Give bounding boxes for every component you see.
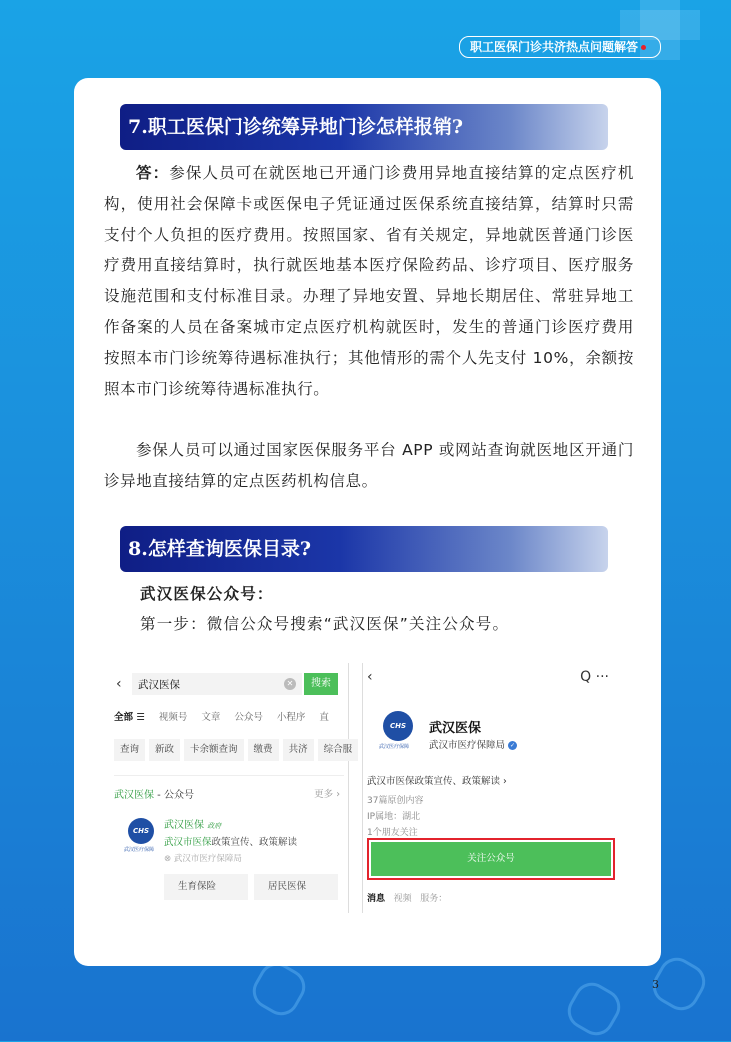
section-header-badge	[459, 36, 661, 58]
tab-service[interactable]: 服务：	[420, 894, 448, 904]
search-input-value: 武汉医保	[138, 678, 180, 691]
red-dot-icon	[641, 45, 646, 50]
account-org	[429, 737, 517, 751]
suggestion-chip[interactable]: 查询	[114, 739, 145, 761]
profile-tabs	[367, 891, 447, 904]
account-org: ⊗ 武汉市医疗保障局	[164, 854, 242, 864]
account-desc-rest: 政策宣传、政策解读	[211, 837, 298, 848]
background-hexagon-decoration	[561, 976, 627, 1042]
search-bar	[116, 673, 338, 695]
tab-articles[interactable]: 文章	[201, 712, 221, 723]
account-org-text: 武汉市医疗保障局	[429, 740, 506, 751]
friends-following: 1个朋友关注	[367, 828, 418, 838]
ip-location: IP属地：湖北	[367, 812, 421, 822]
search-type-tabs	[114, 709, 329, 723]
official-account-result	[114, 775, 344, 916]
suggestion-chips	[114, 739, 358, 761]
verified-icon: ✓	[510, 742, 516, 749]
logo-caption: 武汉医疗保障	[124, 847, 155, 853]
question-8-subhead: 武汉医保公众号：	[140, 585, 274, 603]
account-name: 武汉医保	[429, 721, 482, 736]
result-heading	[114, 786, 194, 801]
question-8-title: 8.怎样查询医保目录?	[120, 526, 608, 572]
wechat-account-profile-screenshot	[362, 663, 621, 913]
chs-logo-icon: CHS	[128, 818, 154, 844]
question-7-title: 7.职工医保门诊统筹异地门诊怎样报销?	[120, 104, 608, 150]
tab-mini-programs[interactable]: 小程序	[276, 712, 306, 723]
chs-logo-icon: CHS	[383, 711, 413, 741]
account-desc-highlight: 武汉市医保	[164, 837, 212, 848]
tab-all[interactable]: 全部 ☰	[114, 712, 145, 723]
background-hexagon-decoration	[246, 956, 312, 1022]
follow-highlight-box	[367, 838, 615, 880]
search-and-more-icons[interactable]: Q ···	[580, 669, 609, 685]
suggestion-chip[interactable]: 卡余额查询	[184, 739, 244, 761]
clear-icon[interactable]: ✕	[284, 678, 296, 690]
search-button[interactable]: 搜索	[304, 673, 338, 695]
account-name[interactable]	[164, 816, 221, 831]
article-count: 37篇原创内容	[367, 796, 424, 806]
account-description	[164, 834, 297, 848]
answer-body: 参保人员可在就医地已开通门诊费用异地直接结算的定点医疗机构，使用社会保障卡或医保电子凭证通过医保系统直接结算，结算时只需支付个人负担的医疗费用。按照国家、省有关规定，异地就医普通门诊医疗费用直接结算时，执行就医地基本医疗保险药品、诊疗项目、医疗服务设施范围和支付标准目录。办理了异地安置、异地长期居住、常驻异地工作备案的人员在备案城市定点医疗机构就医时，发生的普通门诊医疗费用按照本市门诊统筹待遇标准执行；其他情形的需个人先支付 10%，余额按照本市门诊统筹待遇标准执行。	[104, 164, 634, 398]
page-number: 3	[652, 978, 659, 991]
result-heading-suffix: - 公众号	[154, 790, 194, 801]
content-card	[74, 78, 661, 966]
result-heading-name: 武汉医保	[114, 790, 154, 801]
suggestion-chip[interactable]: 综合服	[318, 739, 359, 761]
answer-lead: 答：	[136, 164, 170, 182]
account-menu	[164, 874, 338, 900]
more-link[interactable]: 更多 ›	[314, 789, 340, 800]
follow-button[interactable]: 关注公众号	[371, 842, 611, 876]
header-badge-text: 职工医保门诊共济热点问题解答	[469, 40, 638, 54]
menu-button[interactable]: 居民医保	[254, 874, 338, 900]
account-intro[interactable]: 武汉市医保政策宣传、政策解读 ›	[367, 776, 507, 787]
tab-live[interactable]: 直	[319, 712, 329, 723]
wechat-search-screenshot	[108, 663, 353, 913]
suggestion-chip[interactable]: 共济	[283, 739, 314, 761]
tab-official-accounts[interactable]: 公众号	[234, 712, 263, 723]
suggestion-chip[interactable]: 缴费	[248, 739, 279, 761]
suggestion-chip[interactable]: 新政	[149, 739, 180, 761]
logo-caption: 武汉医疗保障	[379, 744, 410, 750]
account-name-text: 武汉医保	[164, 820, 204, 831]
tab-messages[interactable]: 消息	[367, 894, 386, 904]
back-arrow-icon[interactable]: ‹	[116, 676, 122, 692]
back-arrow-icon[interactable]: ‹	[367, 669, 373, 685]
search-input[interactable]	[132, 673, 302, 695]
question-7-paragraph-2: 参保人员可以通过国家医保服务平台 APP 或网站查询就医地区开通门诊异地直接结算的定点医药机构信息。	[104, 441, 634, 490]
tab-channels[interactable]: 视频号	[158, 712, 188, 723]
question-7-answer	[104, 158, 634, 404]
question-8-step-1: 第一步：微信公众号搜索“武汉医保”关注公众号。	[140, 615, 510, 633]
menu-button[interactable]: 生育保险	[164, 874, 248, 900]
tab-video[interactable]: 视频	[393, 894, 412, 904]
government-tag: 政府	[207, 822, 222, 830]
